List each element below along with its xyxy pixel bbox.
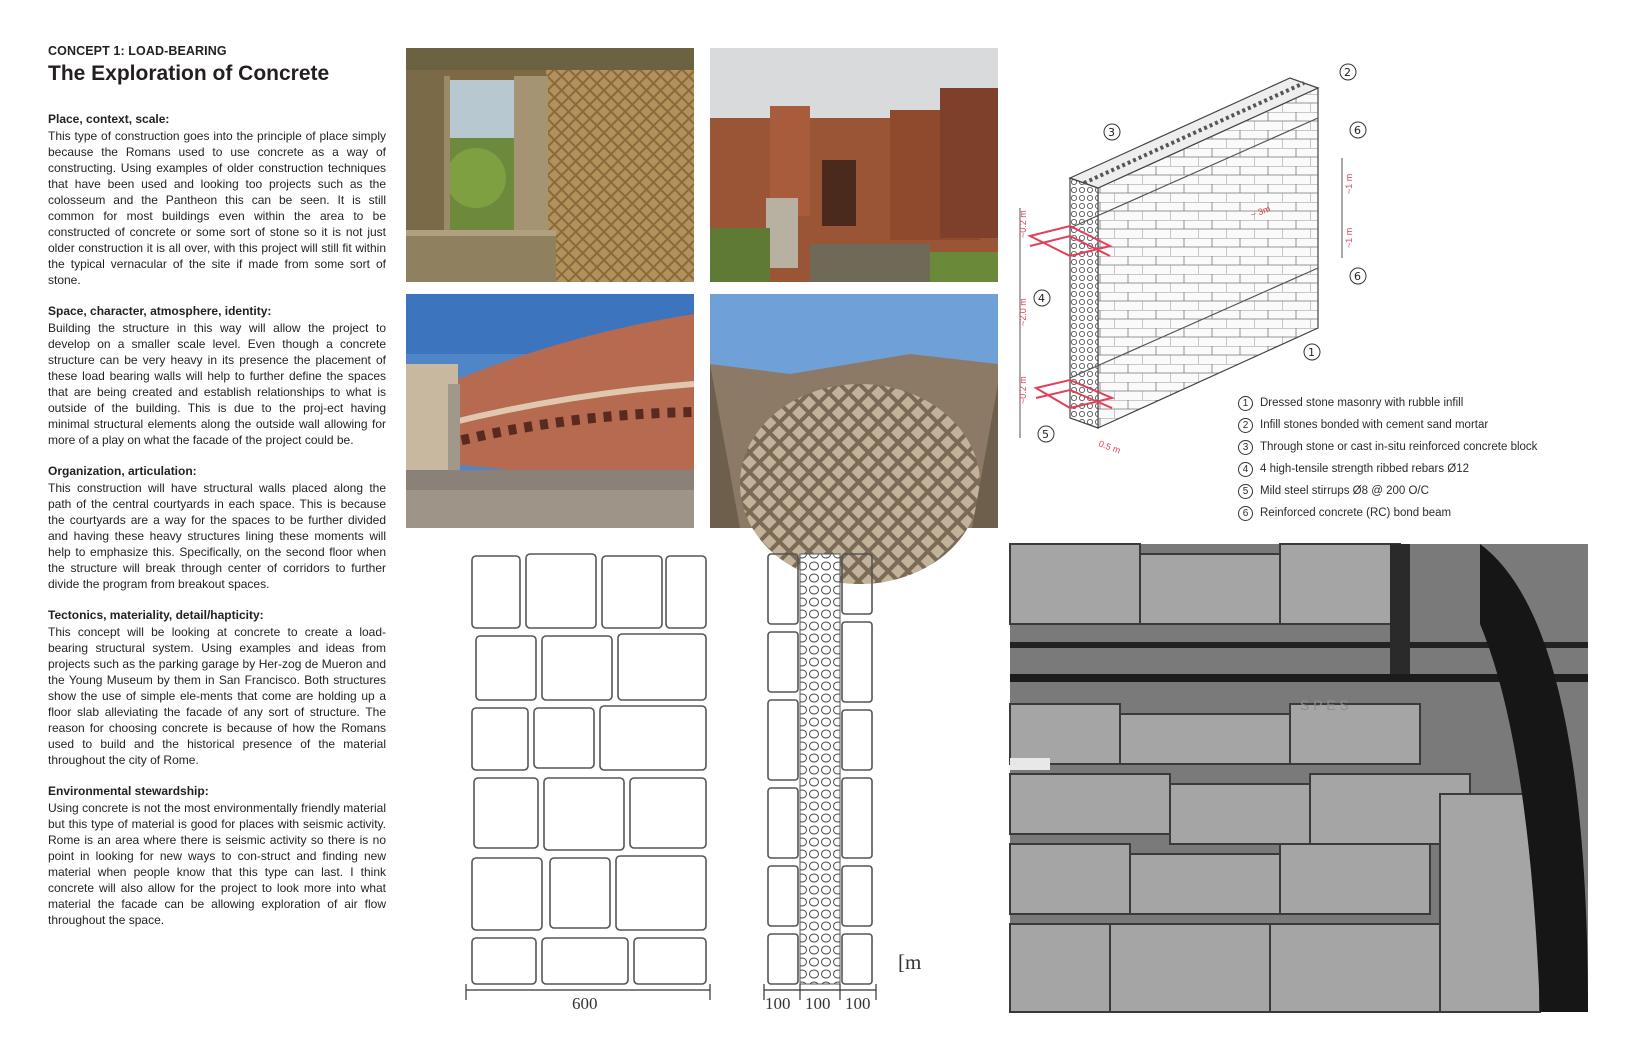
callout-number: 4 <box>1038 292 1045 305</box>
legend-text: Dressed stone masonry with rubble infill <box>1260 397 1464 409</box>
section-heading: Space, character, atmosphere, identity: <box>48 304 272 318</box>
dim-label: ~0.2 m <box>1018 376 1028 404</box>
legend-number: 4 <box>1238 462 1253 477</box>
photo-trajans-market <box>406 294 694 528</box>
section-heading: Tectonics, materiality, detail/hapticity: <box>48 608 264 622</box>
section-heading: Organization, articulation: <box>48 464 197 478</box>
faint-inscription: S P E S <box>1300 697 1349 713</box>
section-place <box>48 112 386 288</box>
photo-coffered-dome <box>710 294 998 528</box>
legend-item <box>1238 414 1537 436</box>
callout-number: 3 <box>1108 126 1115 139</box>
callout-number: 6 <box>1354 124 1361 137</box>
concept-kicker: CONCEPT 1: LOAD-BEARING <box>48 44 227 58</box>
callout-number: 6 <box>1354 270 1361 283</box>
section-heading: Place, context, scale: <box>48 112 170 126</box>
legend-text: Reinforced concrete (RC) bond beam <box>1260 507 1452 519</box>
text-column <box>48 44 386 944</box>
callout-number: 1 <box>1308 346 1315 359</box>
legend-item <box>1238 436 1537 458</box>
section-heading: Environmental stewardship: <box>48 784 209 798</box>
section-body: This type of construction goes into the principle of place simply because the Romans used to use concrete as a way of constructing. Using examples of older construction techniques that have been used and looking too projects such as the colosseum and the Pantheon this can be seen. It is still common for most buildings even within the area to be constructed of concrete or some sort of stone so it is not just older construction it is all over, with this project will still fit within the typical vernacular of the site if made from some sort of stone. <box>48 129 386 287</box>
legend-number: 1 <box>1238 396 1253 411</box>
legend-item <box>1238 392 1537 414</box>
dim-label: ~1 m <box>1344 173 1354 194</box>
legend-text: 4 high-tensile strength ribbed rebars Ø12 <box>1260 463 1470 475</box>
photo-reticulatum-window <box>406 48 694 282</box>
page-title: The Exploration of Concrete <box>48 62 330 85</box>
dim-label: ~2.0 m <box>1018 298 1028 326</box>
diagram-legend <box>1238 392 1537 524</box>
section-environment <box>48 784 386 928</box>
legend-number: 6 <box>1238 506 1253 521</box>
section-body: Using concrete is not the most environmentally friendly material but this type of material is good for places with seismic activity. Rome is an area where there is seismic activity so there is no point in looking for new ways to con-struct and finding new material when people know that this type can last. I think concrete will also allow for the project to look more into what material the facade can be allowing exploration of air flow throughout the space. <box>48 801 386 927</box>
section-body: Building the structure in this way will allow the project to develop on a smaller scale level. Even though a concrete structure can be very heavy in its presence the placement of these load bearing walls will help to further define the spaces that are being created and establish relationships to what is outside of the building. This is due to the proj-ect having minimal structural elements along the outside wall allowing for more of a play on what the facade of the project could be. <box>48 321 386 447</box>
dim-label: ~ 3m <box>1249 203 1272 220</box>
legend-item <box>1238 502 1537 524</box>
legend-text: Mild steel stirrups Ø8 @ 200 O/C <box>1260 485 1429 497</box>
callout-number: 5 <box>1042 428 1049 441</box>
photo-brick-ruins <box>710 48 998 282</box>
section-organization <box>48 464 386 592</box>
callout-number: 2 <box>1344 66 1351 79</box>
elevation-width-label: 600 <box>572 994 598 1013</box>
photo-stone-wall-bw <box>1010 544 1588 1012</box>
legend-number: 5 <box>1238 484 1253 499</box>
legend-text: Infill stones bonded with cement sand mortar <box>1260 419 1489 431</box>
wall-elevation-drawing <box>458 548 718 1004</box>
dim-label: 0.5 m <box>1097 438 1122 456</box>
dim-label: ~1 m <box>1344 227 1354 248</box>
section-body: This construction will have structural walls placed along the path of the central courtyards in each space. This is because the courtyards are a way for the spaces to be further divided and having these heavy structures lining these moments will help to emphasize this. Specifically, on the second floor when the structure will break through center of corridors to further divide the program from breakout spaces. <box>48 481 386 591</box>
legend-item <box>1238 458 1537 480</box>
unit-label: [m <box>898 950 922 974</box>
section-tectonics <box>48 608 386 768</box>
legend-text: Through stone or cast in-situ reinforced concrete block <box>1260 441 1538 453</box>
section-width-label: 100 <box>845 994 871 1013</box>
legend-item <box>1238 480 1537 502</box>
section-space <box>48 304 386 448</box>
section-body: This concept will be looking at concrete to create a load-bearing structural system. Using examples and ideas from projects such as the parking garage by Her-zog de Mueron and the Young Museum by them in San Francisco. Both structures show the use of simple ele-ments that come are holding up a floor slab alleviating the facade of any sort of structure. The reason for choosing concrete is because of how the Romans used to build and the historical presence of the material throughout the city of Rome. <box>48 625 386 767</box>
section-width-label: 100 <box>765 994 791 1013</box>
wall-section-drawing <box>760 548 880 1004</box>
legend-number: 3 <box>1238 440 1253 455</box>
legend-number: 2 <box>1238 418 1253 433</box>
section-width-label: 100 <box>805 994 831 1013</box>
dim-label: ~0.2 m <box>1018 210 1028 238</box>
